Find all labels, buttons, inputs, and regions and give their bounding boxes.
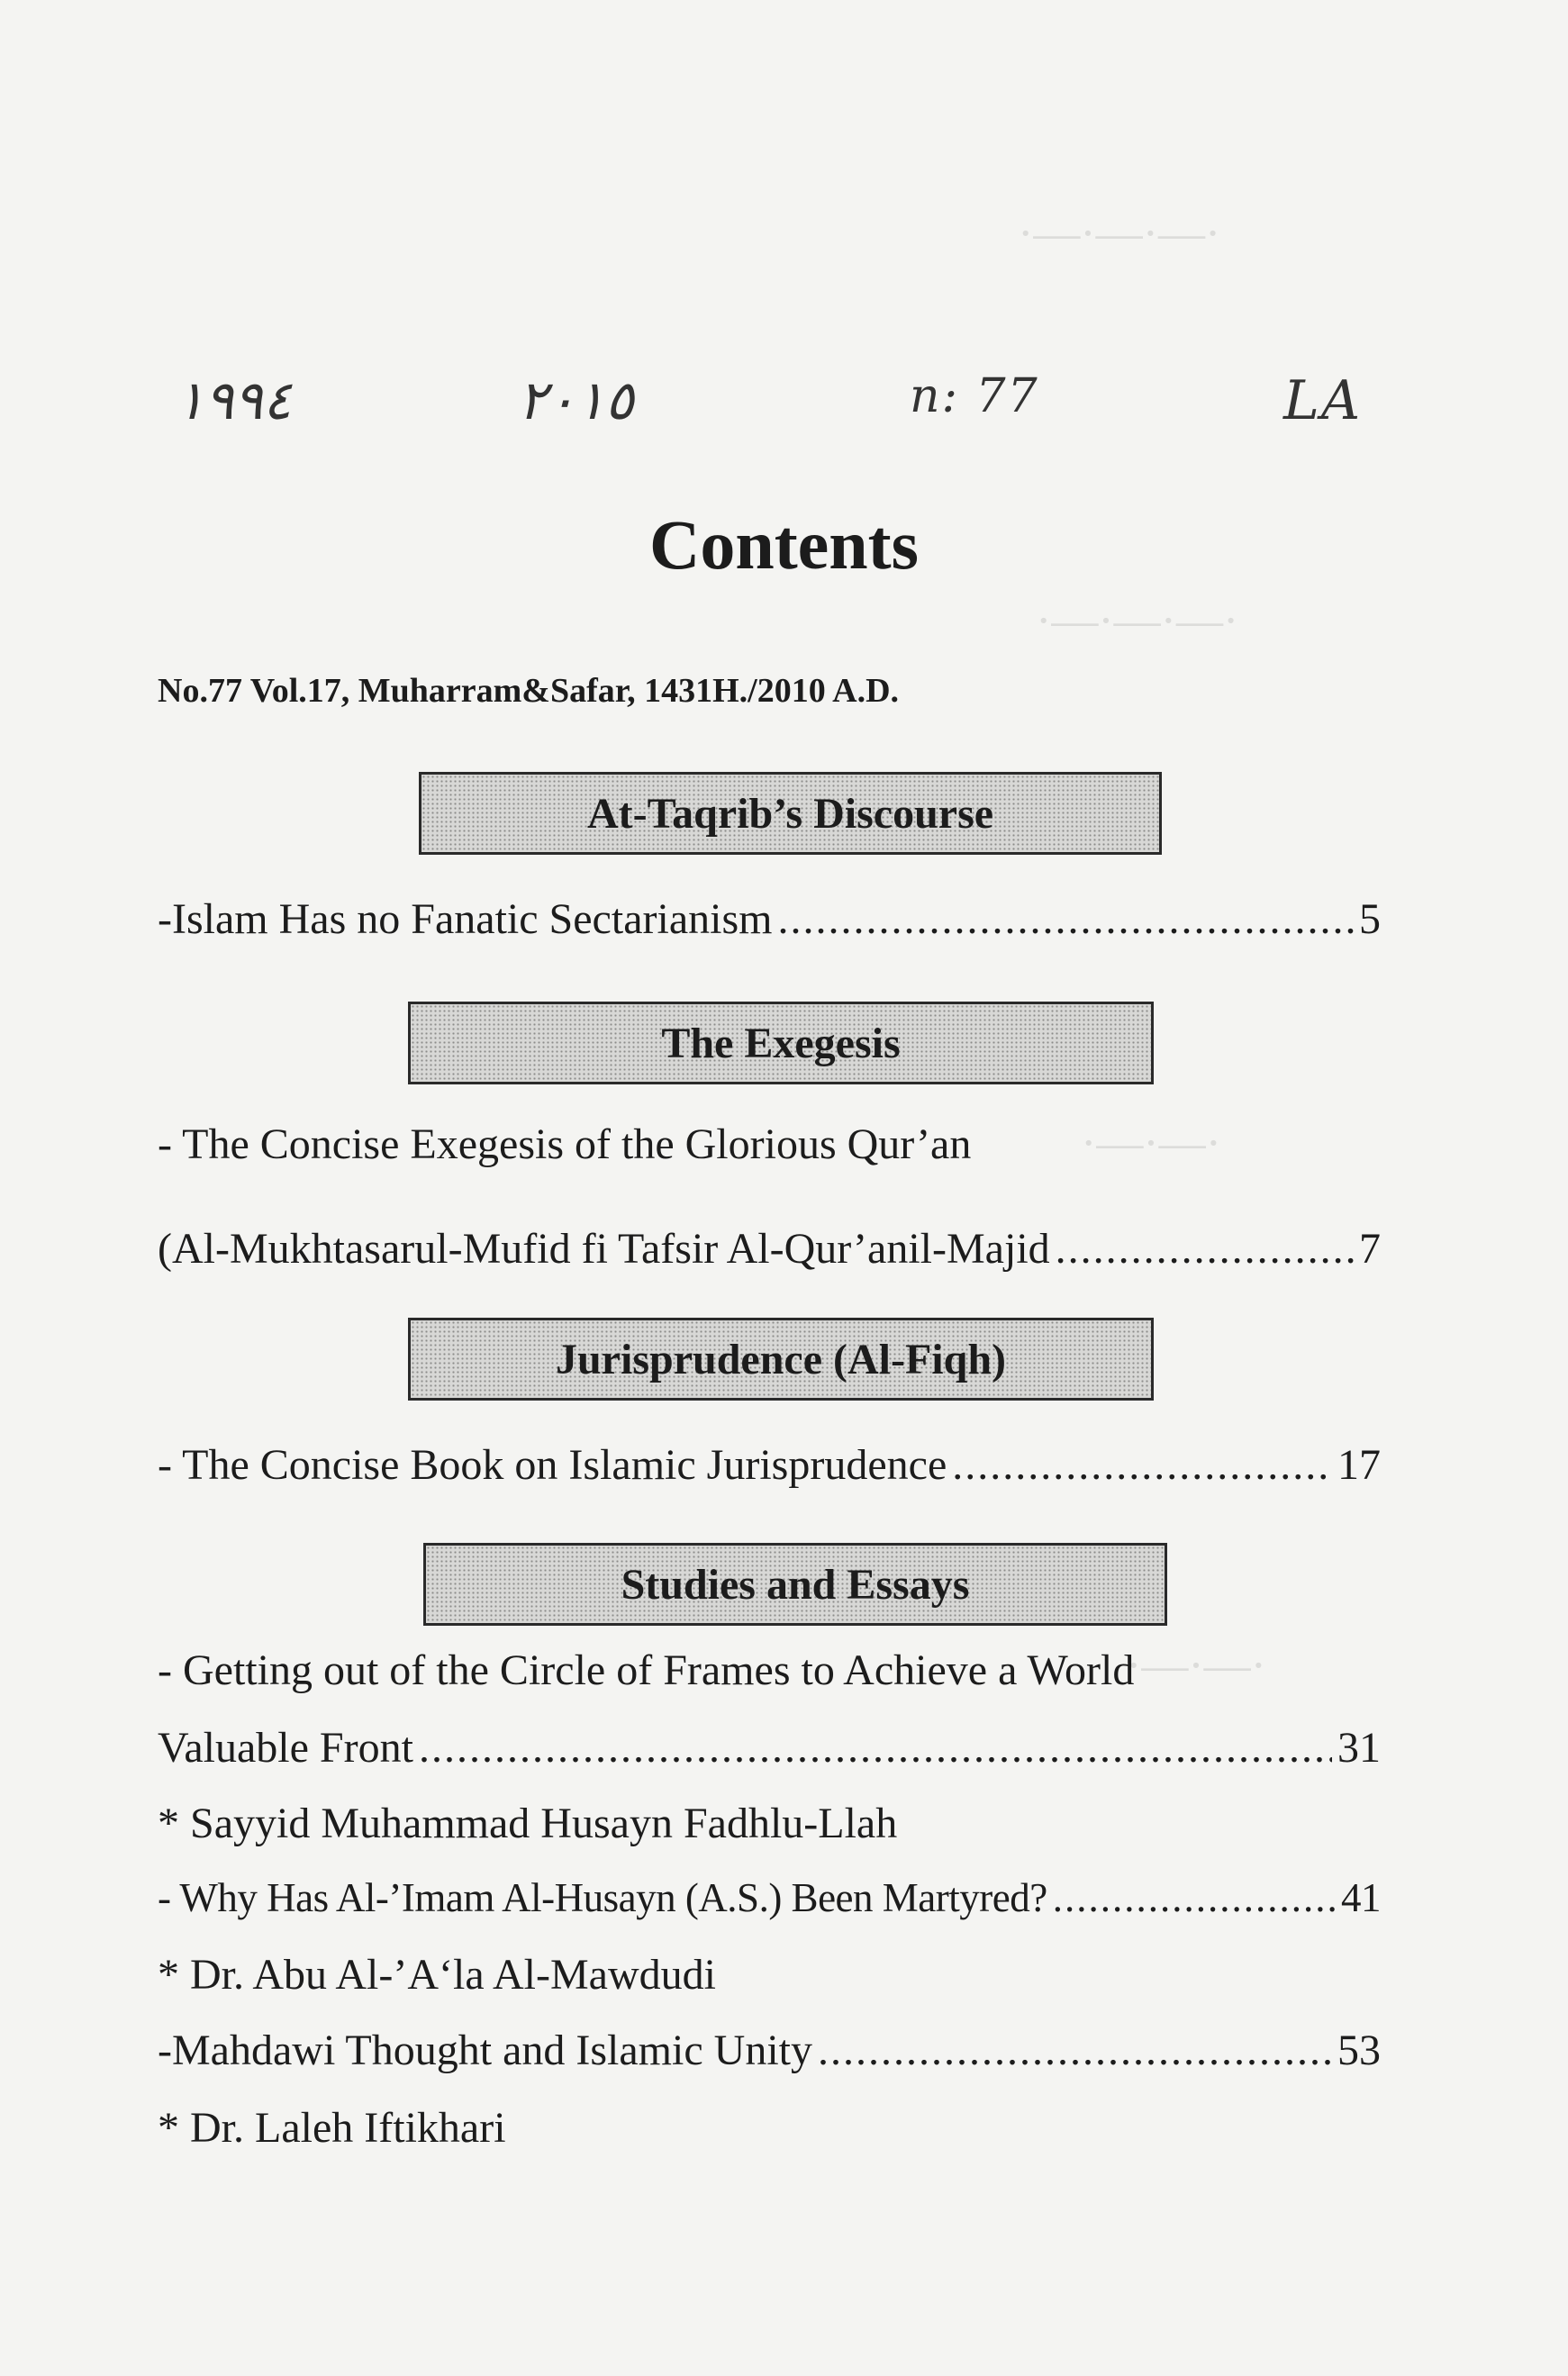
toc-entry-title: Valuable Front (158, 1724, 413, 1772)
bleed-through-text: ·—·—· (1126, 1640, 1266, 1691)
toc-entry-author: * Sayyid Muhammad Husayn Fadhlu-Llah (158, 1800, 898, 1847)
toc-entry-page: 53 (1337, 2027, 1381, 2074)
section-heading-box (419, 772, 1162, 855)
toc-entry-title: - The Concise Book on Islamic Jurisprudence (158, 1441, 947, 1489)
toc-entry-page: 41 (1341, 1875, 1381, 1920)
dot-leader (777, 898, 1354, 941)
section-heading: At-Taqrib’s Discourse (586, 789, 994, 838)
toc-entry-page: 5 (1359, 895, 1381, 943)
bleed-through-text: ·—·—· (1081, 1118, 1221, 1169)
section-heading: Studies and Essays (621, 1560, 970, 1609)
toc-entry-author: * Dr. Abu Al-’A‘la Al-Mawdudi (158, 1951, 716, 1999)
section-heading-box (408, 1002, 1154, 1084)
toc-entry-title: - Why Has Al-’Imam Al-Husayn (A.S.) Been Martyred? (158, 1875, 1047, 1920)
handwritten-note-number: n: 77 (910, 369, 1039, 423)
section-heading: Jurisprudence (Al-Fiqh) (555, 1335, 1006, 1383)
toc-entry-author: * Dr. Laleh Iftikhari (158, 2104, 506, 2152)
toc-entry-title: (Al-Mukhtasarul-Mufid fi Tafsir Al-Qur’anil-Majid (158, 1225, 1050, 1273)
section-heading-box (423, 1543, 1167, 1626)
handwritten-note-year-hijri: ١٩٩٤ (176, 369, 292, 432)
dot-leader (1056, 1228, 1354, 1271)
toc-entry[interactable] (158, 1225, 1381, 1273)
toc-entry-page: 31 (1337, 1724, 1381, 1772)
dot-leader (419, 1727, 1332, 1770)
toc-entry-title: - The Concise Exegesis of the Glorious Qur’an (158, 1120, 972, 1168)
handwritten-note-year: ٢٠١٥ (518, 369, 634, 432)
toc-entry-title: -Islam Has no Fanatic Sectarianism (158, 895, 773, 943)
section-heading-box (408, 1318, 1154, 1401)
toc-entry-page: 17 (1337, 1441, 1381, 1489)
section-heading: The Exegesis (661, 1019, 901, 1067)
dot-leader (952, 1444, 1332, 1487)
toc-entry-title: -Mahdawi Thought and Islamic Unity (158, 2027, 812, 2074)
toc-entry[interactable] (158, 1724, 1381, 1772)
toc-entry-title: - Getting out of the Circle of Frames to Achieve a World (158, 1646, 1135, 1694)
page-title: Contents (648, 505, 919, 584)
toc-entry[interactable] (158, 2029, 1381, 2072)
toc-entry[interactable] (158, 1441, 1381, 1489)
handwritten-note-code: LA (1283, 369, 1363, 432)
dot-leader (818, 2029, 1332, 2072)
dot-leader (1053, 1878, 1336, 1918)
toc-entry-page: 7 (1359, 1225, 1381, 1273)
issue-line: No.77 Vol.17, Muharram&Safar, 1431H./2010 A.D. (158, 672, 900, 710)
bleed-through-text: ·—·—·—· (1018, 208, 1221, 259)
toc-entry[interactable] (158, 1875, 1381, 1920)
bleed-through-text: ·—·—·—· (1036, 595, 1239, 647)
toc-entry[interactable] (158, 895, 1381, 943)
